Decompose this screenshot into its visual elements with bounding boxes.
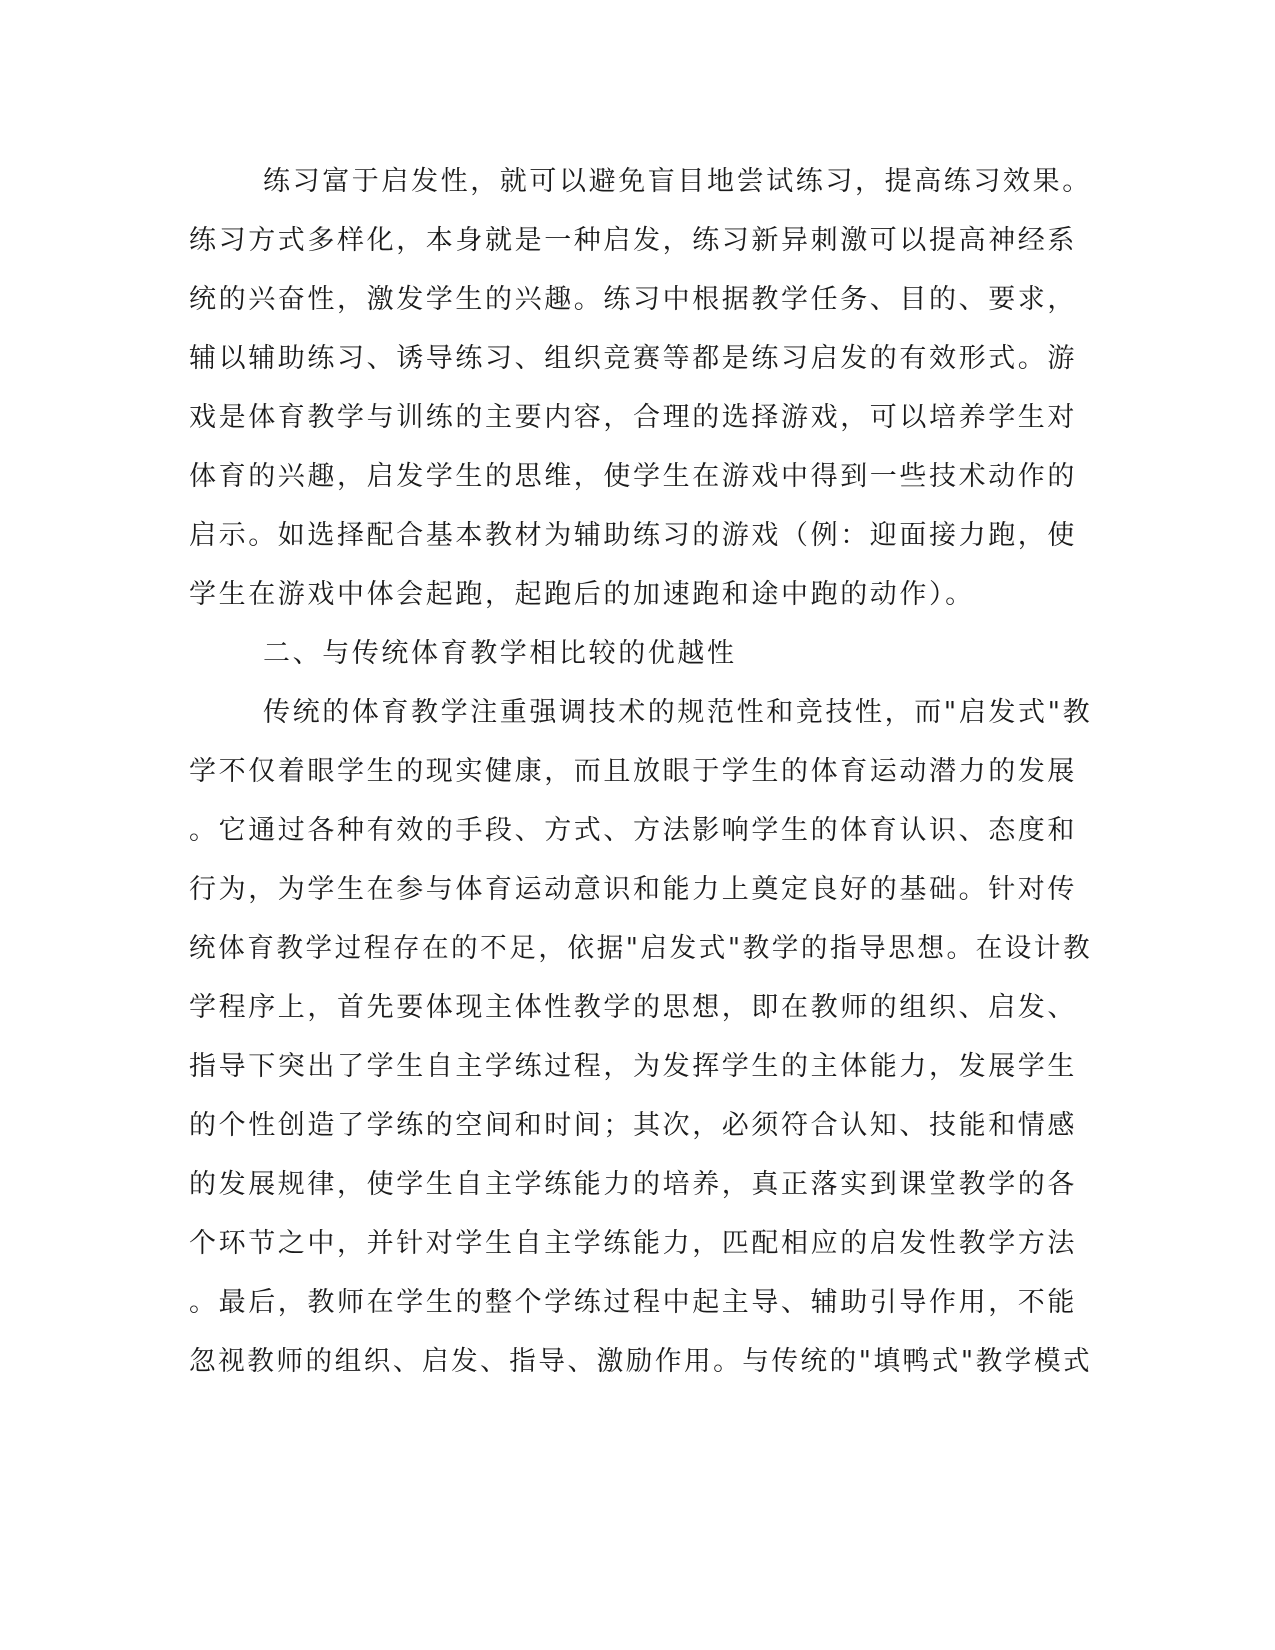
paragraph-2-line-8: 的个性创造了学练的空间和时间；其次，必须符合认知、技能和情感 [189,1110,1077,1141]
paragraph-2-line-3: 。它通过各种有效的手段、方式、方法影响学生的体育认识、态度和 [189,815,1077,846]
paragraph-1-line-4: 辅以辅助练习、诱导练习、组织竞赛等都是练习启发的有效形式。游 [189,343,1077,374]
paragraph-1-line-6: 体育的兴趣，启发学生的思维，使学生在游戏中得到一些技术动作的 [189,461,1077,492]
paragraph-2-line-2: 学不仅着眼学生的现实健康，而且放眼于学生的体育运动潜力的发展 [189,756,1077,787]
paragraph-2-line-7: 指导下突出了学生自主学练过程，为发挥学生的主体能力，发展学生 [189,1051,1077,1082]
paragraph-2-line-1: 传统的体育教学注重强调技术的规范性和竞技性，而"启发式"教 [263,697,1093,728]
paragraph-2-line-4: 行为，为学生在参与体育运动意识和能力上奠定良好的基础。针对传 [189,874,1077,905]
paragraph-2-line-10: 个环节之中，并针对学生自主学练能力，匹配相应的启发性教学方法 [189,1228,1077,1259]
paragraph-1-line-2: 练习方式多样化，本身就是一种启发，练习新异刺激可以提高神经系 [189,225,1077,256]
paragraph-2-line-12: 忽视教师的组织、启发、指导、激励作用。与传统的"填鸭式"教学模式 [189,1346,1093,1377]
section-heading: 二、与传统体育教学相比较的优越性 [263,638,737,669]
paragraph-2-line-5: 统体育教学过程存在的不足，依据"启发式"教学的指导思想。在设计教 [189,933,1093,964]
paragraph-1-line-7: 启示。如选择配合基本教材为辅助练习的游戏（例：迎面接力跑，使 [189,520,1077,551]
paragraph-1-line-5: 戏是体育教学与训练的主要内容，合理的选择游戏，可以培养学生对 [189,402,1077,433]
paragraph-1-line-1: 练习富于启发性，就可以避免盲目地尝试练习，提高练习效果。 [263,166,1092,197]
paragraph-2-line-11: 。最后，教师在学生的整个学练过程中起主导、辅助引导作用，不能 [189,1287,1077,1318]
paragraph-1-line-8: 学生在游戏中体会起跑，起跑后的加速跑和途中跑的动作）。 [189,579,975,610]
paragraph-1-line-3: 统的兴奋性，激发学生的兴趣。练习中根据教学任务、目的、要求， [189,284,1077,315]
paragraph-2-line-9: 的发展规律，使学生自主学练能力的培养，真正落实到课堂教学的各 [189,1169,1077,1200]
paragraph-2-line-6: 学程序上，首先要体现主体性教学的思想，即在教师的组织、启发、 [189,992,1077,1023]
